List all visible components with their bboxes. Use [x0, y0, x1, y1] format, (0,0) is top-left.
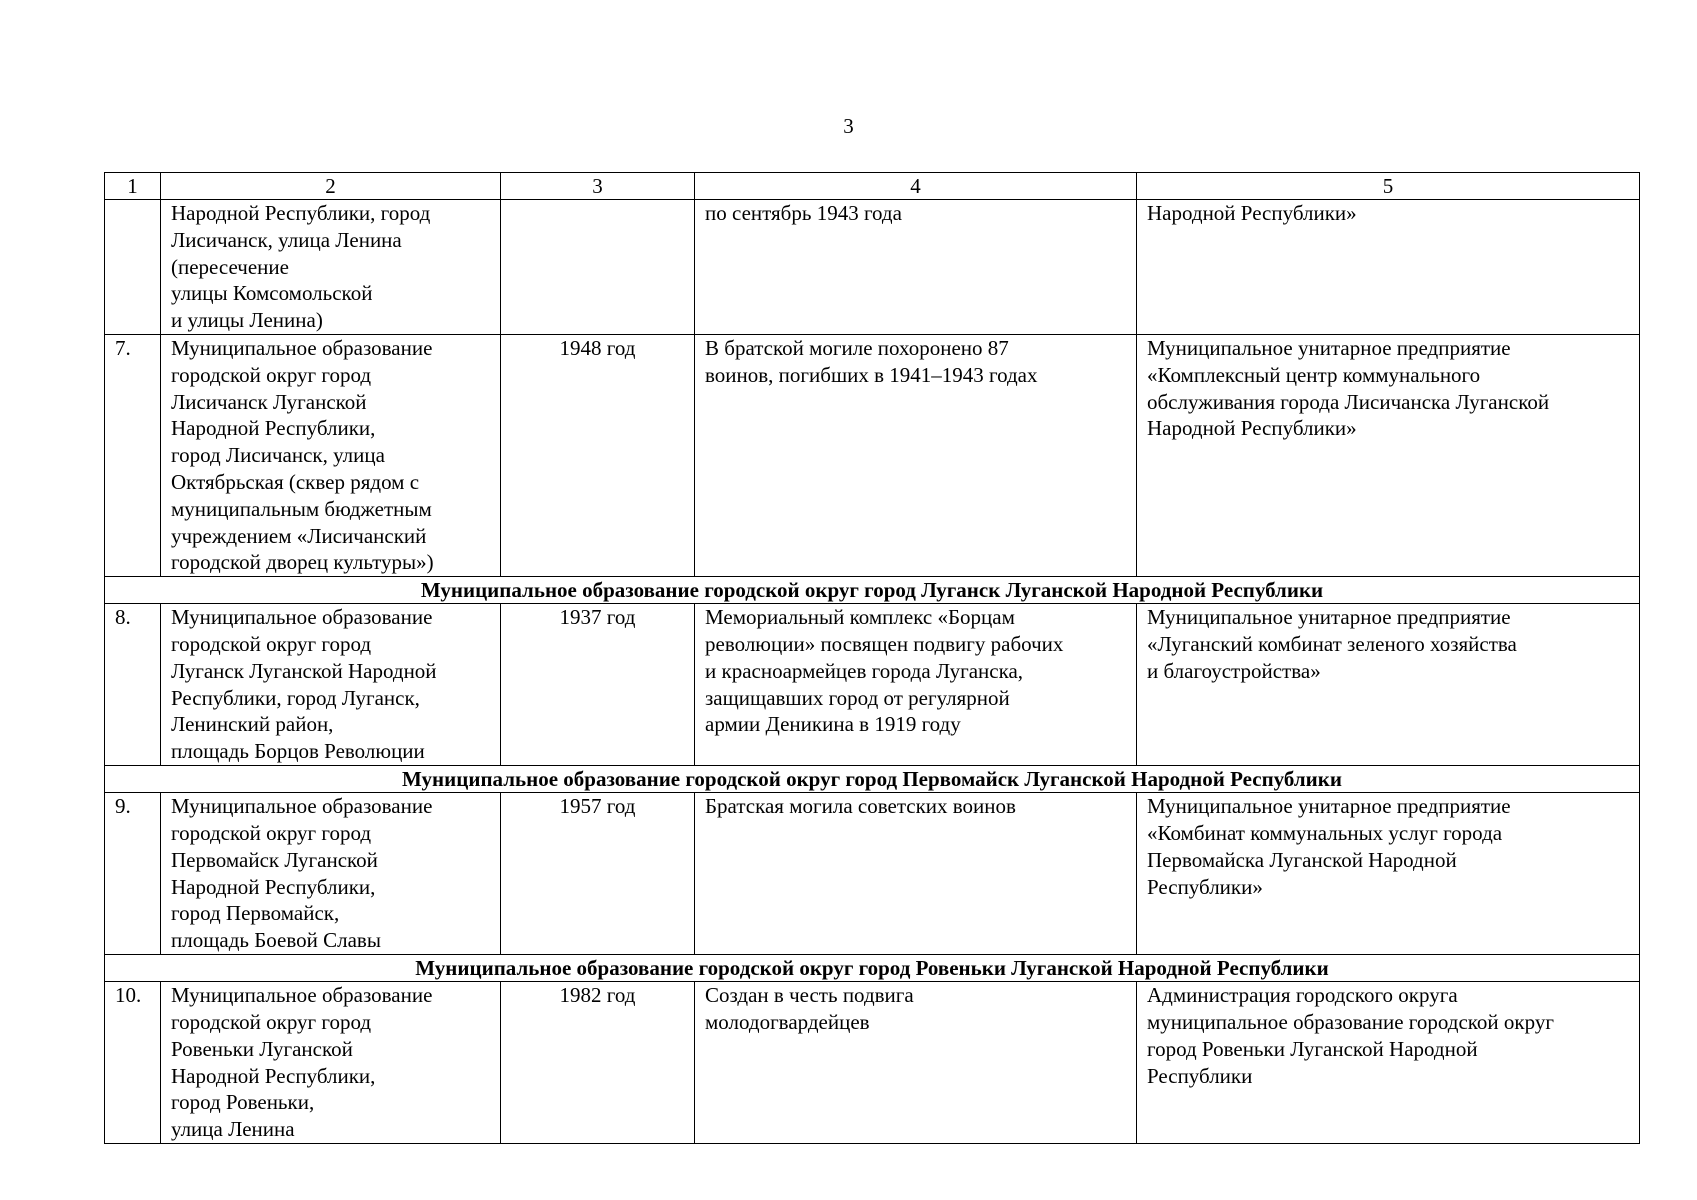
organization-cell: Муниципальное унитарное предприятие «Луганский комбинат зеленого хозяйства и благоустройства»: [1137, 604, 1640, 766]
year-cell: [501, 200, 695, 335]
table-row: [105, 604, 1640, 766]
row-number: 10.: [105, 982, 161, 1144]
year-cell: 1957 год: [501, 793, 695, 955]
section-heading-lugansk: Муниципальное образование городской округ город Луганск Луганской Народной Республики: [105, 577, 1640, 604]
year-cell: 1948 год: [501, 335, 695, 577]
table-row: [105, 982, 1640, 1144]
location-cell: Муниципальное образование городской округ город Ровеньки Луганской Народной Республики, город Ровеньки, улица Ленина: [161, 982, 501, 1144]
location-cell: Муниципальное образование городской округ город Лисичанск Луганской Народной Республики, город Лисичанск, улица Октябрьская (сквер рядом с муниципальным бюджетным учреждением «Лисичанский городской дворец культуры»): [161, 335, 501, 577]
table-row: [105, 335, 1640, 577]
location-cell: Муниципальное образование городской округ город Луганск Луганской Народной Республики, город Луганск, Ленинский район, площадь Борцов Революции: [161, 604, 501, 766]
organization-cell: Администрация городского округа муниципальное образование городской округ город Ровеньки Луганской Народной Республики: [1137, 982, 1640, 1144]
row-number: 8.: [105, 604, 161, 766]
location-cell: Муниципальное образование городской округ город Первомайск Луганской Народной Республики, город Первомайск, площадь Боевой Славы: [161, 793, 501, 955]
description-cell: по сентябрь 1943 года: [695, 200, 1137, 335]
page-number: 3: [843, 114, 854, 138]
organization-cell: Муниципальное унитарное предприятие «Комплексный центр коммунального обслуживания города Лисичанска Луганской Народной Республики»: [1137, 335, 1640, 577]
section-heading-rovenki: Муниципальное образование городской округ город Ровеньки Луганской Народной Республики: [105, 955, 1640, 982]
description-cell: Братская могила советских воинов: [695, 793, 1137, 955]
description-cell: Создан в честь подвига молодогвардейцев: [695, 982, 1137, 1144]
table-row: [105, 793, 1640, 955]
year-cell: 1937 год: [501, 604, 695, 766]
monuments-table: [104, 172, 1640, 1144]
column-header-4: 4: [695, 173, 1137, 200]
column-header-2: 2: [161, 173, 501, 200]
organization-cell: Муниципальное унитарное предприятие «Комбинат коммунальных услуг города Первомайска Луганской Народной Республики»: [1137, 793, 1640, 955]
section-heading-row: [105, 577, 1640, 604]
description-cell: Мемориальный комплекс «Борцам революции» посвящен подвигу рабочих и красноармейцев города Луганска, защищавших город от регулярной армии Деникина в 1919 году: [695, 604, 1137, 766]
table-row: [105, 200, 1640, 335]
row-number: 7.: [105, 335, 161, 577]
column-header-1: 1: [105, 173, 161, 200]
section-heading-row: [105, 766, 1640, 793]
column-header-5: 5: [1137, 173, 1640, 200]
organization-cell: Народной Республики»: [1137, 200, 1640, 335]
description-cell: В братской могиле похоронено 87 воинов, погибших в 1941–1943 годах: [695, 335, 1137, 577]
column-header-3: 3: [501, 173, 695, 200]
row-number: 9.: [105, 793, 161, 955]
year-cell: 1982 год: [501, 982, 695, 1144]
section-heading-row: [105, 955, 1640, 982]
location-cell: Народной Республики, город Лисичанск, улица Ленина (пересечение улицы Комсомольской и улицы Ленина): [161, 200, 501, 335]
table-header-row: [105, 173, 1640, 200]
row-number: [105, 200, 161, 335]
section-heading-pervomaisk: Муниципальное образование городской округ город Первомайск Луганской Народной Республики: [105, 766, 1640, 793]
